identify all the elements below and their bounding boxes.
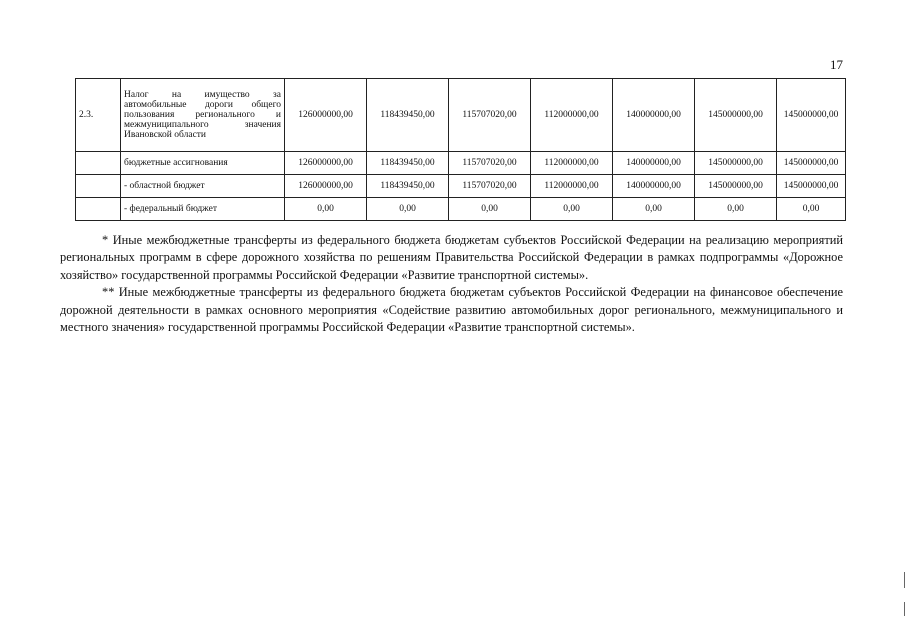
cell-value: 126000000,00 [285,79,367,152]
footnote-1: * Иные межбюджетные трансферты из федерального бюджета бюджетам субъектов Российской Федерации на реализацию мероприятий региональных программ в сфере дорожного хозяйства по решениям Правительства Российской Федерации в рамках подпрограммы «Дорожное хозяйство» государственной программы Российской Федерации «Развитие транспортной системы». [60,233,843,282]
cell-value: 145000000,00 [777,152,846,175]
cell-value: 145000000,00 [695,79,777,152]
cell-value: 145000000,00 [777,79,846,152]
row-label: - федеральный бюджет [121,198,285,221]
budget-table [75,78,846,221]
cell-value: 0,00 [777,198,846,221]
cell-value: 0,00 [695,198,777,221]
row-index [76,198,121,221]
cell-value: 126000000,00 [285,175,367,198]
cell-value: 140000000,00 [613,175,695,198]
cell-value: 118439450,00 [367,175,449,198]
cell-value: 145000000,00 [777,175,846,198]
cell-value: 112000000,00 [531,175,613,198]
table-row-tax [76,79,846,152]
cell-value: 118439450,00 [367,79,449,152]
row-label: Налог на имущество за автомобильные дороги общего пользования регионального и межмуниципального значения Ивановской области [121,79,285,152]
cell-value: 112000000,00 [531,79,613,152]
cell-value: 140000000,00 [613,152,695,175]
cell-value: 0,00 [613,198,695,221]
cell-value: 145000000,00 [695,152,777,175]
table-row-federal-budget [76,198,846,221]
table-row-regional-budget [76,175,846,198]
table-row-allocations [76,152,846,175]
row-label: - областной бюджет [121,175,285,198]
row-index: 2.3. [76,79,121,152]
cell-value: 115707020,00 [449,79,531,152]
cell-value: 0,00 [531,198,613,221]
cell-value: 115707020,00 [449,152,531,175]
cell-value: 145000000,00 [695,175,777,198]
cell-value: 0,00 [285,198,367,221]
row-index [76,175,121,198]
cell-value: 126000000,00 [285,152,367,175]
row-index [76,152,121,175]
row-label: бюджетные ассигнования [121,152,285,175]
cell-value: 118439450,00 [367,152,449,175]
page-number: 17 [830,57,843,72]
cell-value: 0,00 [449,198,531,221]
footnote-2: ** Иные межбюджетные трансферты из федерального бюджета бюджетам субъектов Российской Федерации на финансовое обеспечение дорожной деятельности в рамках основного мероприятия «Содействие развитию автомобильных дорог регионального, межмуниципального и местного значения» государственной программы Российской Федерации «Развитие транспортной системы». [60,285,843,335]
cell-value: 115707020,00 [449,175,531,198]
footnotes [60,232,843,336]
cell-value: 0,00 [367,198,449,221]
cell-value: 140000000,00 [613,79,695,152]
cell-value: 112000000,00 [531,152,613,175]
